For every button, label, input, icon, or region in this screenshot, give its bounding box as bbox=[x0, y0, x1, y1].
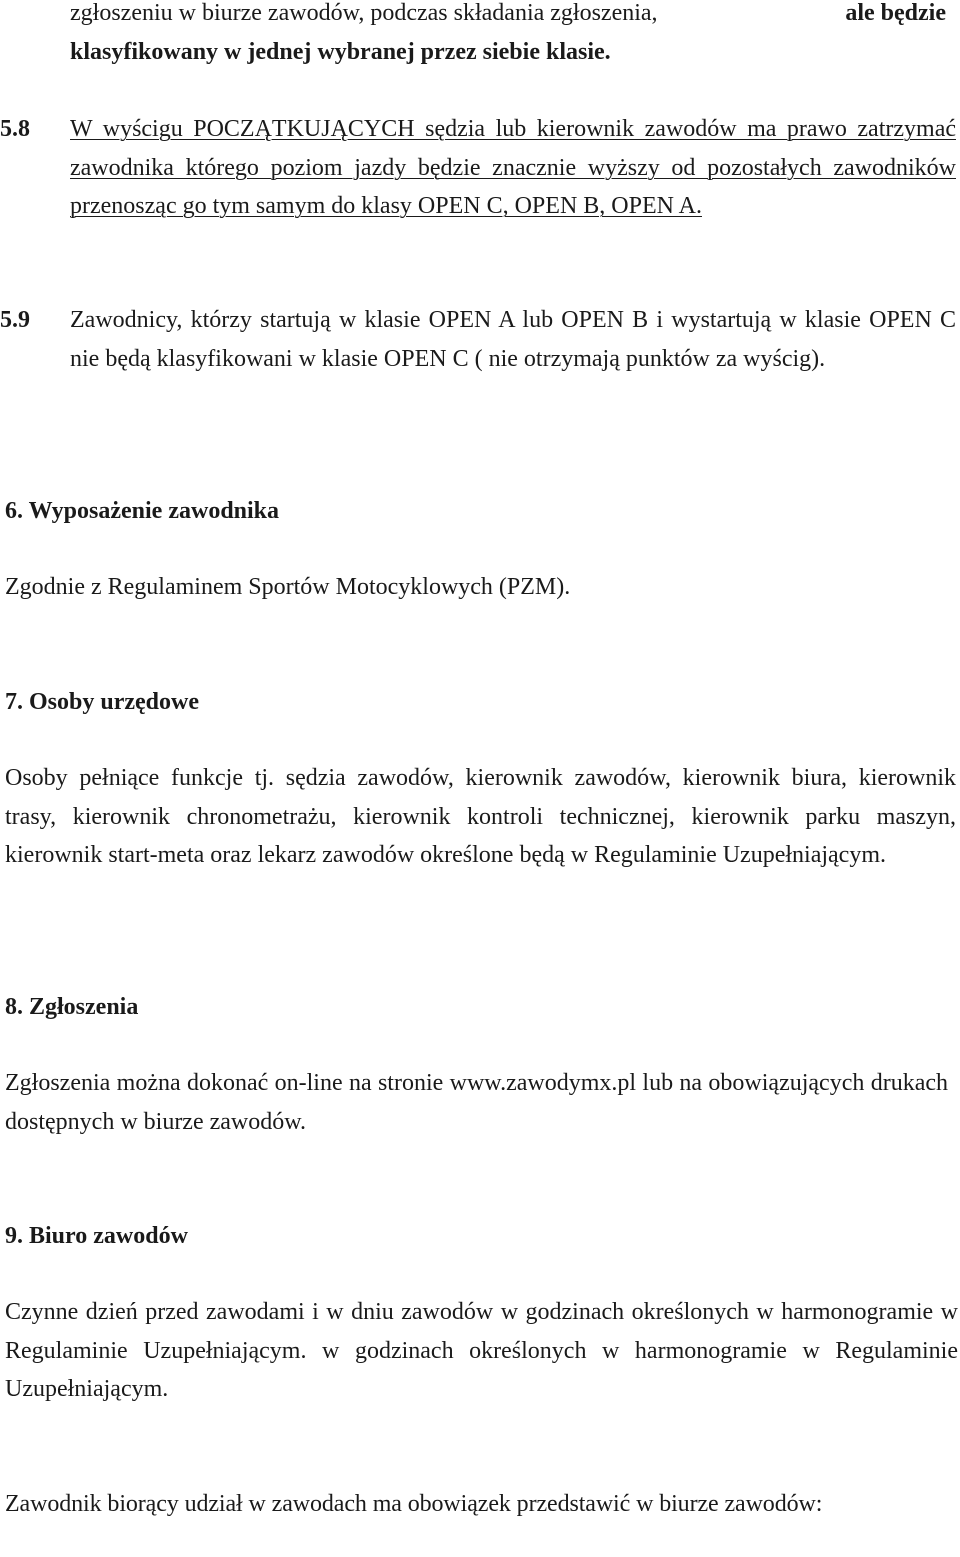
top-fragment-line2: klasyfikowany w jednej wybranej przez siebie klasie. bbox=[70, 38, 611, 65]
item-text: Zawodnicy, którzy startują w klasie OPEN A lub OPEN B i wystartują w klasie OPEN C nie będą klasyfikowani w klasie OPEN C ( nie otrzymają punktów za wyścig). bbox=[70, 307, 956, 372]
top-fragment-line1 bbox=[70, 0, 946, 33]
top-fragment-line1-right: ale będzie bbox=[845, 0, 946, 26]
section-7-body bbox=[5, 759, 956, 875]
item-number: 5.8 bbox=[0, 116, 30, 142]
top-fragment bbox=[70, 0, 946, 71]
section-8-body bbox=[5, 1064, 948, 1141]
section-body: Zgodnie z Regulaminem Sportów Motocyklowych (PZM). bbox=[5, 574, 571, 600]
section-7 bbox=[5, 683, 956, 722]
item-text: W wyścigu POCZĄTKUJĄCYCH sędzia lub kierownik zawodów ma prawo zatrzymać zawodnika którego poziom jazdy będzie znacznie wyższy od pozostałych zawodników przenosząc go tym samym do klasy OPEN C, OPEN B, OPEN A. bbox=[70, 116, 956, 219]
closing-line bbox=[5, 1485, 960, 1524]
item-5-9 bbox=[0, 301, 960, 421]
section-8 bbox=[5, 988, 956, 1027]
section-body: Zgłoszenia można dokonać on-line na stronie www.zawodymx.pl lub na obowiązujących drukach dostępnych w biurze zawodów. bbox=[5, 1070, 948, 1135]
item-number: 5.9 bbox=[0, 307, 30, 333]
top-fragment-line1-left: zgłoszeniu w biurze zawodów, podczas składania zgłoszenia, bbox=[70, 0, 658, 26]
section-heading: 9. Biuro zawodów bbox=[5, 1223, 188, 1249]
item-5-8 bbox=[0, 110, 960, 270]
closing-text: Zawodnik biorący udział w zawodach ma obowiązek przedstawić w biurze zawodów: bbox=[5, 1491, 823, 1517]
section-body: Osoby pełniące funkcje tj. sędzia zawodów, kierownik zawodów, kierownik biura, kierownik trasy, kierownik chronometrażu, kierownik kontroli technicznej, kierownik parku maszyn, kierownik start-meta oraz lekarz zawodów określone będą w Regulaminie Uzupełniającym. bbox=[5, 765, 956, 868]
section-heading: 7. Osoby urzędowe bbox=[5, 689, 199, 715]
section-body: Czynne dzień przed zawodami i w dniu zawodów w godzinach określonych w harmonogramie w Regulaminie Uzupełniającym. w godzinach określonych w harmonogramie w Regulaminie Uzupełniającym. bbox=[5, 1299, 958, 1402]
section-heading: 6. Wyposażenie zawodnika bbox=[5, 498, 280, 524]
section-9 bbox=[5, 1217, 956, 1256]
section-9-body bbox=[5, 1293, 958, 1409]
section-6-body bbox=[5, 568, 956, 607]
section-heading: 8. Zgłoszenia bbox=[5, 994, 139, 1020]
section-6 bbox=[5, 492, 956, 531]
